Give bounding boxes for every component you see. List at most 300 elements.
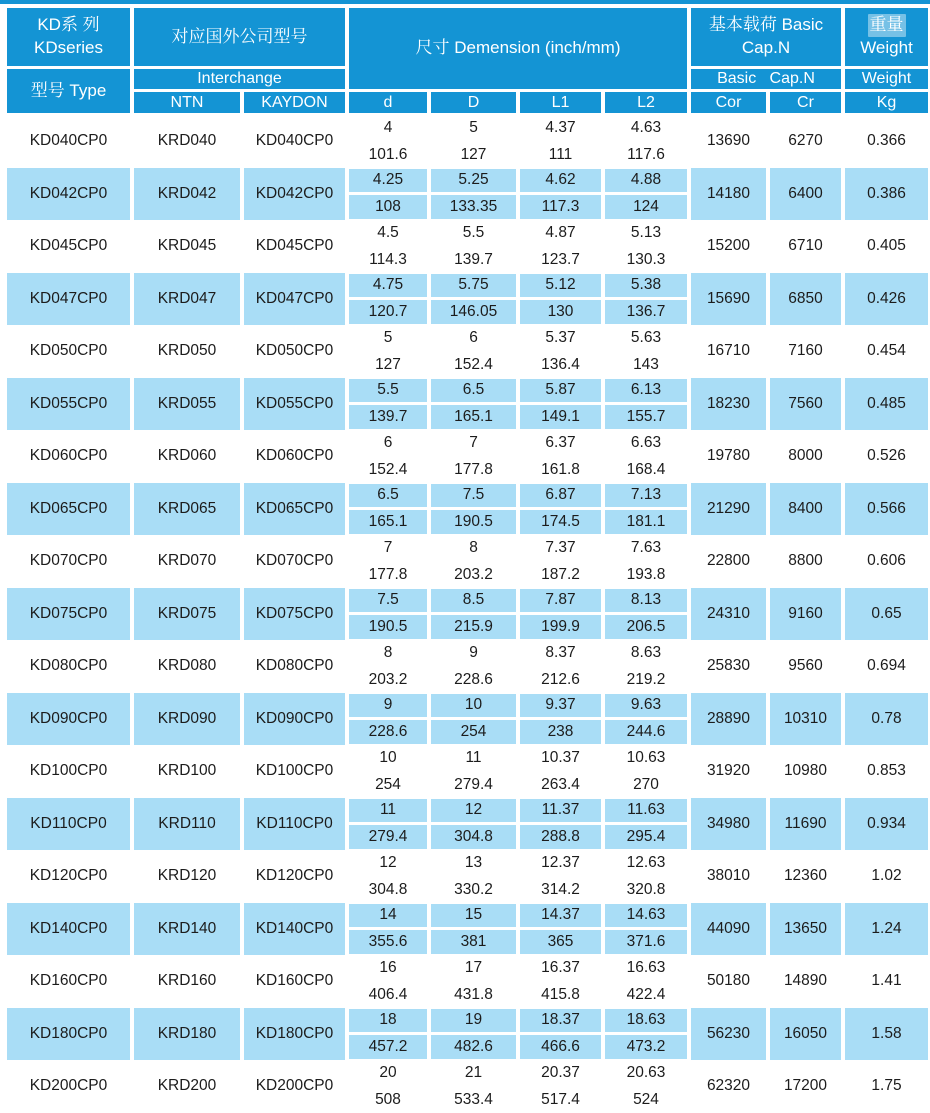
header-col-D: D xyxy=(431,92,516,113)
cell-l1-inch: 5.87 xyxy=(520,379,601,403)
cell-D-inch: 5.25 xyxy=(431,169,516,193)
cell-D-inch: 6 xyxy=(469,328,478,346)
header-basic-cap-line1: 基本载荷 Basic xyxy=(708,15,824,35)
cell-D-mm: 215.9 xyxy=(431,615,516,639)
cell-l2 xyxy=(605,483,687,536)
cell-l1-inch: 11.37 xyxy=(520,799,601,823)
cell-l2-inch: 8.13 xyxy=(605,589,687,613)
cell-l2-mm: 371.6 xyxy=(605,930,687,954)
table-row xyxy=(7,745,930,798)
table-header xyxy=(7,8,930,113)
cell-cr: 6270 xyxy=(788,132,823,150)
cell-type: KD200CP0 xyxy=(29,1077,108,1095)
cell-D-inch: 7 xyxy=(469,433,478,451)
table-row xyxy=(7,693,930,746)
cell-l1-inch: 7.87 xyxy=(520,589,601,613)
cell-cor: 56230 xyxy=(691,1008,766,1061)
cell-l2-mm: 422.4 xyxy=(626,985,666,1003)
cell-l2-mm: 168.4 xyxy=(626,460,666,478)
cell-d-mm: 177.8 xyxy=(368,565,408,583)
cell-l2-mm: 270 xyxy=(633,775,659,793)
cell-D-inch: 9 xyxy=(469,643,478,661)
cell-cor: 34980 xyxy=(691,798,766,851)
cell-l2-inch: 18.63 xyxy=(605,1009,687,1033)
cell-kg: 0.853 xyxy=(867,762,906,780)
cell-l2 xyxy=(605,640,687,693)
cell-d-mm: 114.3 xyxy=(369,250,407,268)
cell-d-mm: 165.1 xyxy=(349,510,427,534)
cell-cor: 62320 xyxy=(706,1077,751,1095)
cell-d-inch: 14 xyxy=(349,904,427,928)
header-col-kaydon: KAYDON xyxy=(244,92,345,113)
cell-l1 xyxy=(520,850,601,903)
cell-l1-mm: 187.2 xyxy=(541,565,580,583)
cell-D xyxy=(431,483,516,536)
cell-type: KD042CP0 xyxy=(7,168,130,221)
table-row xyxy=(7,325,930,378)
cell-type: KD100CP0 xyxy=(29,762,108,780)
cell-l1-mm: 466.6 xyxy=(520,1035,601,1059)
table-row xyxy=(7,903,930,956)
cell-l2-mm: 181.1 xyxy=(605,510,687,534)
cell-l1 xyxy=(520,1060,601,1113)
cell-l1-mm: 517.4 xyxy=(541,1090,580,1108)
cell-l1 xyxy=(520,1008,601,1061)
cell-l2-mm: 155.7 xyxy=(605,405,687,429)
cell-cr: 7160 xyxy=(788,342,823,360)
cell-d-inch: 5 xyxy=(383,328,393,346)
cell-d xyxy=(349,325,427,378)
cell-d xyxy=(349,115,427,168)
cell-cr: 8400 xyxy=(770,483,841,536)
cell-l2-mm: 117.6 xyxy=(627,145,665,163)
cell-l1 xyxy=(520,273,601,326)
cell-l1-inch: 20.37 xyxy=(541,1063,580,1081)
cell-d-inch: 4.5 xyxy=(377,223,399,241)
cell-l1-mm: 288.8 xyxy=(520,825,601,849)
cell-l1 xyxy=(520,640,601,693)
cell-l2-mm: 219.2 xyxy=(626,670,666,688)
cell-type: KD055CP0 xyxy=(7,378,130,431)
cell-kaydon: KD200CP0 xyxy=(255,1077,334,1095)
cell-l2 xyxy=(605,378,687,431)
cell-d-inch: 12 xyxy=(379,853,397,871)
table-row xyxy=(7,535,930,588)
table-row xyxy=(7,955,930,1008)
cell-D-mm: 127 xyxy=(460,145,487,163)
cell-kg: 1.02 xyxy=(871,867,902,885)
cell-cr: 7560 xyxy=(770,378,841,431)
cell-l1-mm: 415.8 xyxy=(541,985,580,1003)
cell-l2 xyxy=(605,693,687,746)
cell-kaydon: KD090CP0 xyxy=(244,693,345,746)
cell-d xyxy=(349,1008,427,1061)
cell-type: KD090CP0 xyxy=(7,693,130,746)
cell-d-mm: 457.2 xyxy=(349,1035,427,1059)
cell-d xyxy=(349,430,427,483)
table-row xyxy=(7,588,930,641)
header-col-l2: L2 xyxy=(605,92,687,113)
cell-kaydon: KD180CP0 xyxy=(244,1008,345,1061)
cell-cr: 10980 xyxy=(783,762,828,780)
table-row xyxy=(7,430,930,483)
cell-l2 xyxy=(605,115,687,168)
cell-d-mm: 254 xyxy=(375,775,401,793)
cell-d xyxy=(349,850,427,903)
cell-D xyxy=(431,325,516,378)
cell-d xyxy=(349,955,427,1008)
cell-cr: 17200 xyxy=(783,1077,828,1095)
cell-l2-inch: 5.63 xyxy=(630,328,662,346)
table-row xyxy=(7,378,930,431)
cell-ntn: KRD160 xyxy=(157,972,217,990)
cell-d xyxy=(349,640,427,693)
cell-d-mm: 406.4 xyxy=(368,985,408,1003)
header-weight-cn: 重量 xyxy=(868,14,906,37)
cell-l1-mm: 117.3 xyxy=(520,195,601,219)
cell-cr: 11690 xyxy=(770,798,841,851)
cell-d-inch: 9 xyxy=(349,694,427,718)
cell-l1 xyxy=(520,115,601,168)
cell-l1-mm: 130 xyxy=(520,300,601,324)
cell-cr: 9560 xyxy=(788,657,823,675)
cell-l2-mm: 524 xyxy=(633,1090,659,1108)
cell-D xyxy=(431,955,516,1008)
cell-l1-inch: 5.37 xyxy=(545,328,576,346)
cell-D xyxy=(431,798,516,851)
cell-kg: 0.405 xyxy=(867,237,906,255)
cell-l1 xyxy=(520,798,601,851)
cell-kaydon: KD060CP0 xyxy=(255,447,334,465)
cell-l2-mm: 295.4 xyxy=(605,825,687,849)
cell-type: KD045CP0 xyxy=(29,237,108,255)
cell-cor: 13690 xyxy=(706,132,751,150)
cell-ntn: KRD055 xyxy=(134,378,240,431)
table-row xyxy=(7,168,930,221)
header-col-cr: Cr xyxy=(770,92,841,113)
cell-l1-mm: 314.2 xyxy=(541,880,580,898)
cell-l1-inch: 6.37 xyxy=(545,433,576,451)
cell-D-inch: 12 xyxy=(431,799,516,823)
header-col-l1: L1 xyxy=(520,92,601,113)
cell-D-inch: 19 xyxy=(431,1009,516,1033)
cell-l2 xyxy=(605,955,687,1008)
cell-kg: 1.24 xyxy=(845,903,928,956)
cell-cor: 21290 xyxy=(691,483,766,536)
cell-D-inch: 5.5 xyxy=(462,223,485,241)
cell-D-mm: 133.35 xyxy=(431,195,516,219)
cell-D-mm: 177.8 xyxy=(454,460,493,478)
top-edge-strip xyxy=(0,0,930,4)
cell-d-inch: 6 xyxy=(383,433,393,451)
cell-cor: 31920 xyxy=(706,762,751,780)
cell-l2 xyxy=(605,745,687,798)
cell-l1-inch: 16.37 xyxy=(541,958,580,976)
cell-D-mm: 228.6 xyxy=(454,670,493,688)
cell-d-mm: 304.8 xyxy=(368,880,408,898)
header-col-d: d xyxy=(349,92,427,113)
cell-d-mm: 139.7 xyxy=(349,405,427,429)
cell-l2 xyxy=(605,168,687,221)
cell-l2-inch: 9.63 xyxy=(605,694,687,718)
cell-D-mm: 254 xyxy=(431,720,516,744)
cell-d-mm: 228.6 xyxy=(349,720,427,744)
cell-D-mm: 381 xyxy=(431,930,516,954)
cell-d-mm: 190.5 xyxy=(349,615,427,639)
cell-l1-mm: 161.8 xyxy=(541,460,580,478)
cell-l2-inch: 12.63 xyxy=(626,853,666,871)
cell-l2-mm: 193.8 xyxy=(626,565,666,583)
cell-cor: 44090 xyxy=(691,903,766,956)
cell-l1 xyxy=(520,745,601,798)
cell-l2-inch: 11.63 xyxy=(605,799,687,823)
cell-l1-inch: 9.37 xyxy=(520,694,601,718)
cell-ntn: KRD090 xyxy=(134,693,240,746)
cell-D-inch: 11 xyxy=(465,748,482,766)
cell-l2-inch: 6.63 xyxy=(630,433,662,451)
cell-d-mm: 152.4 xyxy=(368,460,408,478)
cell-kaydon: KD047CP0 xyxy=(244,273,345,326)
cell-kg: 0.526 xyxy=(867,447,906,465)
cell-D-inch: 6.5 xyxy=(431,379,516,403)
cell-D xyxy=(431,535,516,588)
cell-kaydon: KD042CP0 xyxy=(244,168,345,221)
cell-cr: 6400 xyxy=(770,168,841,221)
cell-type: KD060CP0 xyxy=(29,447,108,465)
cell-D-inch: 5.75 xyxy=(431,274,516,298)
cell-d-mm: 101.6 xyxy=(368,145,408,163)
cell-kg: 0.566 xyxy=(845,483,928,536)
cell-l1-inch: 4.62 xyxy=(520,169,601,193)
cell-l1 xyxy=(520,903,601,956)
cell-D xyxy=(431,115,516,168)
cell-type: KD040CP0 xyxy=(29,132,108,150)
cell-cor: 50180 xyxy=(706,972,751,990)
cell-d xyxy=(349,168,427,221)
cell-cor: 28890 xyxy=(691,693,766,746)
header-basic-cap-line2: Cap.N xyxy=(741,38,791,57)
cell-d-mm: 108 xyxy=(349,195,427,219)
cell-kg: 0.694 xyxy=(867,657,906,675)
cell-l1-inch: 4.87 xyxy=(545,223,576,241)
cell-kaydon: KD050CP0 xyxy=(255,342,334,360)
cell-D xyxy=(431,640,516,693)
header-kd-series-cn: KD系 列 xyxy=(37,15,100,35)
cell-d-inch: 7.5 xyxy=(349,589,427,613)
cell-D-inch: 10 xyxy=(431,694,516,718)
cell-d xyxy=(349,745,427,798)
cell-kaydon: KD075CP0 xyxy=(244,588,345,641)
cell-D xyxy=(431,1008,516,1061)
cell-D-mm: 152.4 xyxy=(454,355,493,373)
table-row xyxy=(7,798,930,851)
cell-l2-inch: 10.63 xyxy=(626,748,666,766)
cell-kaydon: KD140CP0 xyxy=(244,903,345,956)
cell-ntn: KRD075 xyxy=(134,588,240,641)
cell-l1-mm: 111 xyxy=(548,145,573,163)
cell-d-inch: 4.25 xyxy=(349,169,427,193)
cell-d-inch: 4.75 xyxy=(349,274,427,298)
cell-D-inch: 17 xyxy=(464,958,483,976)
cell-l1-mm: 263.4 xyxy=(541,775,580,793)
cell-cor: 38010 xyxy=(706,867,751,885)
cell-d xyxy=(349,535,427,588)
cell-l1 xyxy=(520,535,601,588)
cell-kg: 0.65 xyxy=(845,588,928,641)
header-weight xyxy=(845,8,928,66)
cell-d xyxy=(349,273,427,326)
header-col-kg: Kg xyxy=(845,92,928,113)
cell-cor: 19780 xyxy=(706,447,751,465)
cell-ntn: KRD140 xyxy=(134,903,240,956)
cell-d-mm: 203.2 xyxy=(368,670,408,688)
cell-cor: 18230 xyxy=(691,378,766,431)
cell-kaydon: KD110CP0 xyxy=(244,798,345,851)
cell-l2-inch: 4.88 xyxy=(605,169,687,193)
cell-ntn: KRD180 xyxy=(134,1008,240,1061)
cell-d-inch: 5.5 xyxy=(349,379,427,403)
cell-l1-mm: 212.6 xyxy=(541,670,580,688)
table-body xyxy=(7,115,930,1113)
cell-ntn: KRD110 xyxy=(134,798,240,851)
cell-l2-inch: 7.13 xyxy=(605,484,687,508)
cell-cr: 12360 xyxy=(783,867,828,885)
cell-l1-mm: 136.4 xyxy=(541,355,580,373)
header-type: 型号 Type xyxy=(7,69,130,113)
cell-D-mm: 304.8 xyxy=(431,825,516,849)
cell-d-mm: 120.7 xyxy=(349,300,427,324)
cell-d xyxy=(349,693,427,746)
cell-d-inch: 7 xyxy=(383,538,393,556)
cell-d xyxy=(349,903,427,956)
header-col-ntn: NTN xyxy=(134,92,240,113)
cell-l2 xyxy=(605,325,687,378)
cell-kg: 0.426 xyxy=(845,273,928,326)
cell-l1 xyxy=(520,588,601,641)
table-row xyxy=(7,640,930,693)
cell-d-mm: 127 xyxy=(375,355,401,373)
table-row xyxy=(7,273,930,326)
cell-l2 xyxy=(605,220,687,273)
cell-ntn: KRD200 xyxy=(157,1077,217,1095)
cell-D-mm: 533.4 xyxy=(454,1090,493,1108)
cell-cr: 14890 xyxy=(783,972,828,990)
cell-l2 xyxy=(605,430,687,483)
header-dimension: 尺寸 Demension (inch/mm) xyxy=(349,8,687,89)
cell-l1-mm: 238 xyxy=(520,720,601,744)
cell-ntn: KRD065 xyxy=(134,483,240,536)
cell-d xyxy=(349,1060,427,1113)
cell-type: KD075CP0 xyxy=(7,588,130,641)
cell-D-inch: 8 xyxy=(469,538,478,556)
cell-cr: 9160 xyxy=(770,588,841,641)
cell-D-inch: 7.5 xyxy=(431,484,516,508)
cell-l1-inch: 18.37 xyxy=(520,1009,601,1033)
cell-D xyxy=(431,588,516,641)
cell-type: KD160CP0 xyxy=(29,972,108,990)
cell-d-inch: 6.5 xyxy=(349,484,427,508)
cell-cor: 22800 xyxy=(706,552,751,570)
cell-l2 xyxy=(605,273,687,326)
cell-ntn: KRD047 xyxy=(134,273,240,326)
cell-l2-inch: 5.38 xyxy=(605,274,687,298)
cell-D-mm: 431.8 xyxy=(454,985,493,1003)
cell-kaydon: KD100CP0 xyxy=(255,762,334,780)
table-row xyxy=(7,220,930,273)
cell-l1-mm: 149.1 xyxy=(520,405,601,429)
cell-ntn: KRD042 xyxy=(134,168,240,221)
cell-type: KD110CP0 xyxy=(7,798,130,851)
cell-l1-inch: 5.12 xyxy=(520,274,601,298)
cell-d-inch: 20 xyxy=(379,1063,397,1081)
cell-l2-inch: 7.63 xyxy=(630,538,662,556)
header-col-cor: Cor xyxy=(691,92,766,113)
cell-D-inch: 13 xyxy=(464,853,483,871)
cell-kaydon: KD080CP0 xyxy=(255,657,334,675)
cell-l2-mm: 143 xyxy=(633,355,659,373)
cell-l1 xyxy=(520,955,601,1008)
cell-l2-inch: 16.63 xyxy=(626,958,666,976)
cell-cr: 13650 xyxy=(770,903,841,956)
cell-cr: 10310 xyxy=(770,693,841,746)
cell-D-mm: 146.05 xyxy=(431,300,516,324)
cell-l1-inch: 14.37 xyxy=(520,904,601,928)
cell-ntn: KRD080 xyxy=(157,657,217,675)
cell-D xyxy=(431,220,516,273)
cell-d xyxy=(349,483,427,536)
cell-cor: 15200 xyxy=(706,237,751,255)
cell-D-inch: 8.5 xyxy=(431,589,516,613)
cell-l2-mm: 206.5 xyxy=(605,615,687,639)
cell-l1 xyxy=(520,693,601,746)
cell-D xyxy=(431,430,516,483)
header-interchange-cn: 对应国外公司型号 xyxy=(134,8,345,66)
cell-type: KD120CP0 xyxy=(29,867,108,885)
cell-d-inch: 16 xyxy=(379,958,397,976)
cell-cor: 24310 xyxy=(691,588,766,641)
cell-D-mm: 203.2 xyxy=(454,565,493,583)
header-interchange-en: Interchange xyxy=(134,69,345,89)
cell-ntn: KRD060 xyxy=(157,447,217,465)
cell-l2 xyxy=(605,535,687,588)
cell-l2-mm: 320.8 xyxy=(626,880,666,898)
header-basic-cap-sub: Basic Cap.N xyxy=(691,69,841,89)
cell-l2 xyxy=(605,850,687,903)
cell-kaydon: KD045CP0 xyxy=(255,237,334,255)
cell-ntn: KRD045 xyxy=(157,237,217,255)
cell-d-mm: 355.6 xyxy=(349,930,427,954)
cell-l1 xyxy=(520,325,601,378)
cell-D xyxy=(431,273,516,326)
cell-D xyxy=(431,1060,516,1113)
cell-kg: 0.606 xyxy=(867,552,906,570)
cell-cor: 14180 xyxy=(691,168,766,221)
cell-l1 xyxy=(520,220,601,273)
cell-type: KD070CP0 xyxy=(29,552,108,570)
table-row xyxy=(7,1060,930,1113)
cell-l2-mm: 473.2 xyxy=(605,1035,687,1059)
header-weight-en: Weight xyxy=(860,38,913,57)
cell-l2-inch: 14.63 xyxy=(605,904,687,928)
cell-cr: 6850 xyxy=(770,273,841,326)
cell-d xyxy=(349,220,427,273)
cell-l2-mm: 244.6 xyxy=(605,720,687,744)
cell-kg: 0.366 xyxy=(867,132,906,150)
cell-ntn: KRD070 xyxy=(157,552,217,570)
cell-D-inch: 15 xyxy=(431,904,516,928)
cell-kaydon: KD055CP0 xyxy=(244,378,345,431)
cell-type: KD050CP0 xyxy=(29,342,108,360)
